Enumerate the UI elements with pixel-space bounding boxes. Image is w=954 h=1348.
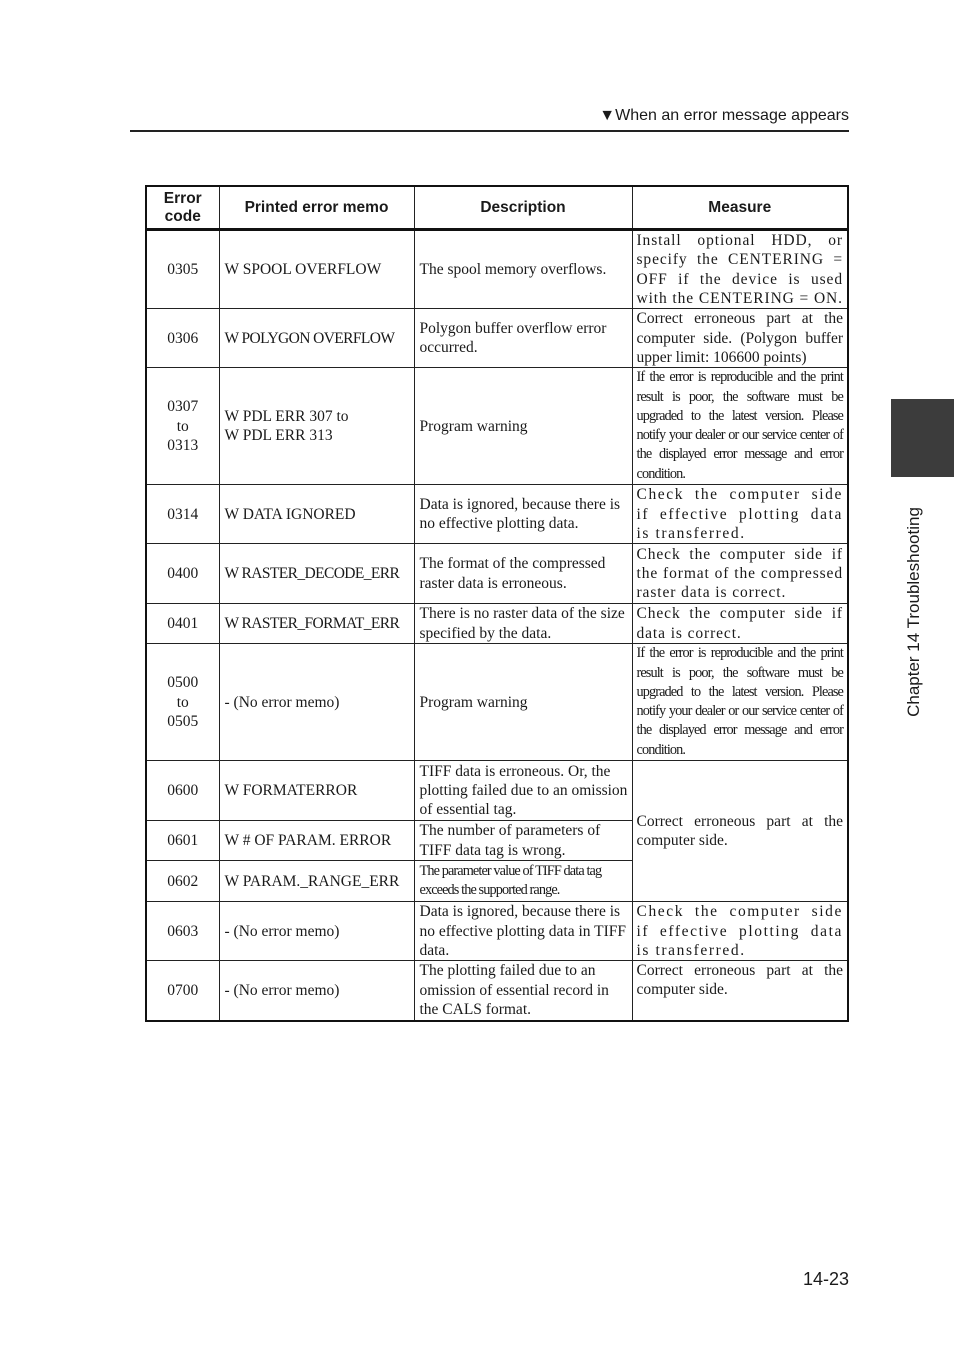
- error-measure: If the error is reproducible and the print result is poor, the software must be upgraded to the latest version. Please notify your dealer or our service center of the displayed error message and error condition.: [632, 644, 848, 761]
- error-memo: - (No error memo): [219, 902, 414, 961]
- table-row: [146, 230, 848, 309]
- error-measure-shared: Correct erroneous part at the computer side.: [632, 761, 848, 902]
- error-code: 0602: [146, 861, 219, 902]
- error-measure: Check the computer side if data is correct.: [632, 604, 848, 644]
- column-header-description: Description: [414, 186, 632, 230]
- table-row: [146, 485, 848, 544]
- table-row: [146, 644, 848, 761]
- error-memo: W DATA IGNORED: [219, 485, 414, 544]
- table-row: [146, 761, 848, 821]
- error-description: The plotting failed due to an omission of essential record in the CALS format.: [414, 961, 632, 1021]
- error-code-table: [145, 185, 849, 1022]
- error-description: Program warning: [414, 368, 632, 485]
- error-measure: Check the computer side if effective plotting data is transferred.: [632, 902, 848, 961]
- error-memo: W RASTER_FORMAT_ERR: [219, 604, 414, 644]
- table-header-row: [146, 186, 848, 230]
- range-to: to: [176, 417, 189, 435]
- error-description: The format of the compressed raster data is erroneous.: [414, 544, 632, 604]
- memo-line: W PDL ERR 313: [224, 427, 333, 445]
- range-start: 0500: [167, 674, 199, 692]
- error-description: The parameter value of TIFF data tag exceeds the supported range.: [414, 861, 632, 902]
- error-code: 0603: [146, 902, 219, 961]
- range-end: 0313: [167, 436, 199, 454]
- error-description: Polygon buffer overflow error occurred.: [414, 309, 632, 368]
- page-number: 14-23: [802, 1269, 849, 1289]
- error-code: 0600: [146, 761, 219, 821]
- error-measure: Check the computer side if the format of the compressed raster data is correct.: [632, 544, 848, 604]
- table-row: [146, 309, 848, 368]
- error-measure: Check the computer side if effective plotting data is transferred.: [632, 485, 848, 544]
- error-memo: W # OF PARAM. ERROR: [219, 821, 414, 861]
- error-code: 0305: [146, 230, 219, 309]
- error-memo: - (No error memo): [219, 644, 414, 761]
- error-description: Data is ignored, because there is no effective plotting data in TIFF data.: [414, 902, 632, 961]
- memo-line: W PDL ERR 307 to: [224, 407, 349, 425]
- error-code: 0314: [146, 485, 219, 544]
- column-header-measure: Measure: [632, 186, 848, 230]
- error-description: The number of parameters of TIFF data tag is wrong.: [414, 821, 632, 861]
- error-measure: If the error is reproducible and the print result is poor, the software must be upgraded to the latest version. Please notify your dealer or our service center of the displayed error message and error condition.: [632, 368, 848, 485]
- error-measure: Correct erroneous part at the computer side.: [632, 961, 848, 1021]
- error-code: 0401: [146, 604, 219, 644]
- range-to: to: [176, 693, 189, 711]
- error-description: There is no raster data of the size specified by the data.: [414, 604, 632, 644]
- table-row: [146, 902, 848, 961]
- table-row: [146, 961, 848, 1021]
- table-row: [146, 368, 848, 485]
- column-header-error-code: Error code: [146, 186, 219, 230]
- error-memo: W SPOOL OVERFLOW: [219, 230, 414, 309]
- error-code: 0400: [146, 544, 219, 604]
- chapter-thumb-tab: [891, 399, 954, 477]
- error-memo: W PARAM._RANGE_ERR: [219, 861, 414, 902]
- error-description: Program warning: [414, 644, 632, 761]
- header-rule: [130, 130, 849, 132]
- error-description: Data is ignored, because there is no effective plotting data.: [414, 485, 632, 544]
- error-memo: W RASTER_DECODE_ERR: [219, 544, 414, 604]
- table-row: [146, 544, 848, 604]
- error-measure: Correct erroneous part at the computer side. (Polygon buffer upper limit: 106600 points): [632, 309, 848, 368]
- error-memo: W FORMATERROR: [219, 761, 414, 821]
- error-memo: [219, 368, 414, 485]
- running-header: ▼When an error message appears: [599, 107, 849, 124]
- table-row: [146, 604, 848, 644]
- error-code: 0601: [146, 821, 219, 861]
- error-memo: W POLYGON OVERFLOW: [219, 309, 414, 368]
- column-header-printed-memo: Printed error memo: [219, 186, 414, 230]
- error-measure: Install optional HDD, or specify the CENTERING = OFF if the device is used with the CENTERING = ON.: [632, 230, 848, 309]
- range-end: 0505: [167, 712, 199, 730]
- error-code: 0306: [146, 309, 219, 368]
- error-memo: - (No error memo): [219, 961, 414, 1021]
- error-code: 0700: [146, 961, 219, 1021]
- chapter-title: Chapter 14 Troubleshooting: [904, 507, 923, 717]
- error-description: The spool memory overflows.: [414, 230, 632, 309]
- range-start: 0307: [167, 398, 199, 416]
- error-code-range: [146, 644, 219, 761]
- error-description: TIFF data is erroneous. Or, the plotting failed due to an omission of essential tag.: [414, 761, 632, 821]
- error-code-range: [146, 368, 219, 485]
